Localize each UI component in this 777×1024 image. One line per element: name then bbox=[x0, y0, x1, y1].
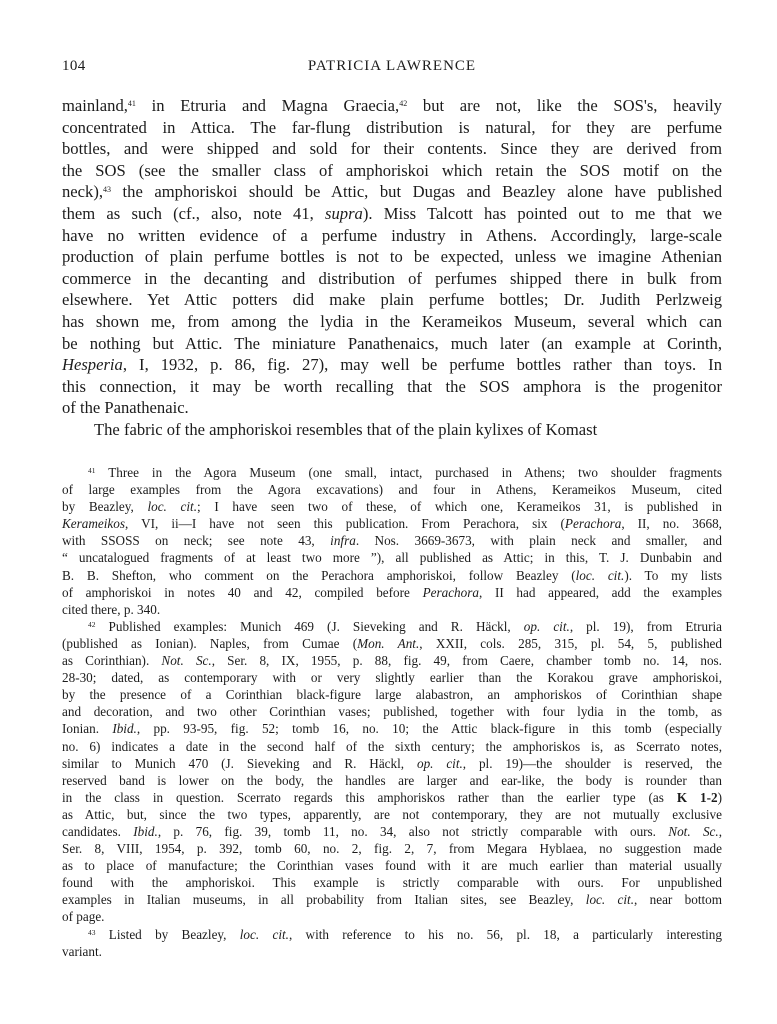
footnote-line: found with the amphoriskoi. This example is strictly comparable with ours. For unpublished bbox=[62, 875, 722, 891]
footnote-line: candidates. Ibid., p. 76, fig. 39, tomb 11, no. 34, also not strictly comparable with ours. Not. Sc., bbox=[62, 823, 722, 839]
body-line: be nothing but Attic. The miniature Panathenaics, much later (an example at Corinth, bbox=[62, 333, 722, 353]
footnote-line: examples in Italian museums, in all probability from Italian sites, see Beazley, loc. cit., near bottom bbox=[62, 892, 723, 908]
running-head-author: PATRICIA LAWRENCE bbox=[307, 58, 477, 74]
body-line: mainland,$^{41}$ in Etruria and Magna Graecia,$^{42}$ but are not, like the SOS's, heavily bbox=[62, 96, 722, 115]
footnote-line: of amphoriskoi in notes 40 and 42, compiled before Perachora, II had appeared, add the examples bbox=[62, 584, 722, 600]
footnote-line: by the presence of a Corinthian black-figure large alabastron, an amphoriskos of Corinthian shape bbox=[62, 687, 722, 703]
footnote-line: $^{41}$ Three in the Agora Museum (one small, intact, purchased in Athens; two shoulder fragments bbox=[88, 465, 722, 480]
body-line: have no written evidence of a perfume industry in Athens. Accordingly, large-scale bbox=[62, 225, 722, 245]
running-head bbox=[62, 58, 722, 80]
footnote bbox=[62, 618, 722, 926]
main-text bbox=[62, 95, 722, 441]
body-line: commerce in the decanting and distribution of perfumes shipped there in bulk from bbox=[62, 268, 722, 288]
body-line: concentrated in Attica. The far-flung distribution is natural, for they are perfume bbox=[62, 117, 722, 137]
footnote bbox=[62, 926, 722, 960]
footnote-line: 28-30; dated, as contemporary with or very slightly earlier than the Korakou grave amphoriskoi, bbox=[62, 670, 722, 686]
footnote-line: reserved band is lower on the body, the handles are larger and ear-like, the body is rounder than bbox=[62, 772, 722, 788]
footnotes bbox=[62, 464, 722, 960]
body-line: Hesperia, I, 1932, p. 86, fig. 27), may well be perfume bottles rather than toys. In bbox=[62, 355, 722, 375]
footnote-line: similar to Munich 470 (J. Sieveking and R. Häckl, op. cit., pl. 19)—the shoulder is reserved, the bbox=[62, 755, 722, 771]
footnote-line: $^{43}$ Listed by Beazley, loc. cit., with reference to his no. 56, pl. 18, a particularly interesting bbox=[88, 926, 722, 942]
body-line: has shown me, from among the lydia in the Kerameikos Museum, several which can bbox=[62, 311, 722, 331]
body-line: of the Panathenaic. bbox=[62, 398, 189, 418]
footnote-line: in the class in question. Scerrato regards this amphoriskos rather than the earlier type (as K 1-2) bbox=[62, 789, 722, 805]
footnote-line: Ser. 8, VIII, 1954, p. 392, tomb 60, no. 2, fig. 2, 7, from Megara Hyblaea, no suggestion made bbox=[62, 841, 722, 857]
footnote-line: Ionian. Ibid., pp. 93-95, fig. 52; tomb 16, no. 10; the Attic black-figure in this tomb (especially bbox=[62, 721, 722, 737]
footnote-line: B. B. Shefton, who comment on the Perachora amphoriskoi, follow Beazley (loc. cit.). To my lists bbox=[62, 567, 722, 583]
footnote-line: and decoration, and two other Corinthian vases; published, together with four lydia in the tomb, as bbox=[62, 704, 722, 720]
body-line: elsewhere. Yet Attic potters did make plain perfume bottles; Dr. Judith Perlzweig bbox=[62, 290, 722, 310]
footnote-line: as to place of manufacture; the Corinthian vases found with it are much earlier than material usually bbox=[62, 858, 722, 874]
body-line: neck),$^{43}$ the amphoriskoi should be Attic, but Dugas and Beazley alone have published bbox=[62, 182, 722, 202]
footnote-line: as Corinthian). Not. Sc., Ser. 8, IX, 1955, p. 88, fig. 49, from Caere, chamber tomb no. 14, nos. bbox=[62, 653, 722, 669]
footnote-line: (published as Ionian). Naples, from Cumae (Mon. Ant., XXII, cols. 285, 315, pl. 54, 5, published bbox=[62, 635, 722, 651]
footnote-line: with SSOSS on neck; see note 43, infra. Nos. 3669-3673, with plain neck and smaller, and bbox=[62, 533, 722, 549]
footnote-line: by Beazley, loc. cit.; I have seen two of these, of which one, Kerameikos 31, is published in bbox=[62, 499, 722, 515]
body-line: bottles, and were shipped and sold for their contents. Since they are derived from bbox=[62, 139, 722, 159]
footnote-line: of page. bbox=[62, 909, 105, 925]
body-line: this connection, it may be worth recalling that the SOS amphora is the progenitor bbox=[62, 376, 722, 396]
footnote-line: cited there, p. 340. bbox=[62, 601, 161, 617]
body-line: The fabric of the amphoriskoi resembles that of the plain kylixes of Komast bbox=[94, 419, 598, 439]
body-line: production of plain perfume bottles is not to be expected, unless we imagine Athenian bbox=[62, 247, 722, 267]
footnote-line: $^{42}$ Published examples: Munich 469 (J. Sieveking and R. Häckl, op. cit., pl. 19), from Etruria bbox=[88, 618, 722, 634]
footnote bbox=[62, 464, 722, 618]
footnote-line: no. 6) indicates a date in the second half of the sixth century; the amphoriskos is, as Scerrato notes, bbox=[62, 738, 722, 754]
body-line: them as such (cf., also, note 41, supra). Miss Talcott has pointed out to me that we bbox=[62, 203, 722, 223]
page-number: 104 bbox=[62, 58, 86, 74]
footnote-line: as Attic, but, since the two types, apparently, are not contemporary, they are not mutually exclusive bbox=[62, 806, 722, 822]
body-line: the SOS (see the smaller class of amphoriskoi which retain the SOS motif on the bbox=[62, 160, 722, 180]
footnote-line: of large examples from the Agora excavations) and four in Athens, Kerameikos Museum, cited bbox=[62, 482, 722, 498]
footnote-line: variant. bbox=[62, 943, 102, 959]
footnote-line: “ uncatalogued fragments of at least two more ”), all published as Attic; in this, T. J. Dunbabin and bbox=[62, 550, 722, 566]
footnote-line: Kerameikos, VI, ii—I have not seen this publication. From Perachora, six (Perachora, II, no. 3668, bbox=[62, 516, 722, 532]
